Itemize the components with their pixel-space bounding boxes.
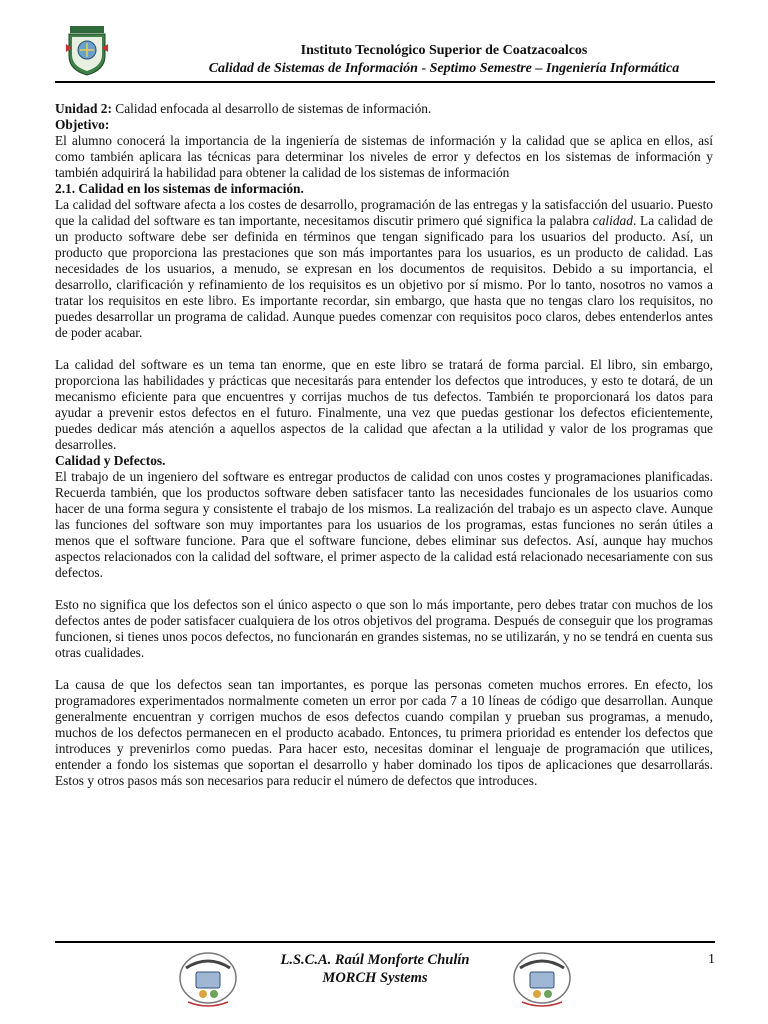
morch-systems-logo-icon	[176, 948, 240, 1012]
unit-label: Unidad 2:	[55, 101, 112, 116]
itesco-logo	[66, 26, 108, 76]
subsection-paragraph-2: Esto no significa que los defectos son el único aspecto o que son lo más importante, pero debes tratar con muchos de los defectos antes de poder satisfacer cualquiera de los otros objetivos del programa. Después de conseguir que los programas funcionen, si tienes unos pocos defectos, no funcionarán en grandes sistemas, no se utilizarán, y no se tendrá en cuenta sus otras cualidades.	[55, 597, 713, 660]
footer-divider	[55, 941, 715, 943]
course-subtitle: Calidad de Sistemas de Información - Septimo Semestre – Ingeniería Informática	[208, 61, 680, 76]
section-paragraph-1	[55, 197, 713, 341]
section-title: 2.1. Calidad en los sistemas de información.	[55, 181, 304, 196]
unit-title	[55, 101, 713, 117]
morch-systems-logo-icon	[510, 948, 574, 1012]
objective-heading: Objetivo:	[55, 117, 110, 132]
section-paragraph-2: La calidad del software es un tema tan enorme, que en este libro se tratará de forma parcial. El libro, sin embargo, proporciona las habilidades y prácticas que necesitarás para entender los defectos que introduces, y esto te dotará, de un mecanismo eficiente para que encuentres y corrijas muchos de tus defectos. También te proporcionará los datos para ayudar a prevenir estos defectos en el futuro. Finalmente, una vez que puedas gestionar los defectos eficientemente, puedes dedicar más atención a aquellos aspectos de la calidad que afectan a la utilidad y valor de los programas que desarrolles.	[55, 357, 713, 452]
footer-company: MORCH Systems	[322, 970, 428, 986]
morch-logo-right	[510, 948, 574, 1012]
morch-logo-left	[176, 948, 240, 1012]
subsection-heading: Calidad y Defectos.	[55, 453, 166, 468]
unit-heading: Calidad enfocada al desarrollo de sistemas de información.	[115, 101, 432, 116]
paragraph-text: . La calidad de un producto software debe ser definida en términos que tengan significado para los usuarios del producto. Así, un producto que proporciona las prestaciones que son más importantes para los usuarios, es un producto de calidad. Las necesidades de los usuarios, a menudo, se expresan en los documentos de requisitos. Debido a su importancia, el desarrollo, clarificación y refinamiento de los requisitos es un objetivo por sí mismo. Por lo tanto, nosotros no vamos a tratar los requisitos en este libro. Es importante recordar, sin embargo, que hasta que no tengas claro los requisitos, no puedes desarrollar un programa de calidad. Aunque puedes comenzar con requisitos poco claros, debes entenderlos antes de poder acabar.	[55, 213, 713, 340]
shield-crest-icon	[66, 26, 108, 76]
subsection-paragraph-1: El trabajo de un ingeniero del software es entregar productos de calidad con unos costes y programaciones planificadas. Recuerda también, que los productos software deben satisfacer tanto las necesidades funcionales de los usuarios como hacer de una forma segura y consistente el trabajo de los mismos. La realización del trabajo es un aspecto clave. Aunque las funciones del software son muy importantes para los usuarios de los programas, estas funciones no serán útiles a menos que el software funcione. Para que el software funcione, debes eliminar sus defectos. Así, aunque hay muchos aspectos relacionados con la calidad del software, el primer aspecto de la calidad está relacionado necesariamente con sus defectos.	[55, 469, 713, 580]
italic-term: calidad	[592, 213, 633, 228]
institution-name: Instituto Tecnológico Superior de Coatzacoalcos	[300, 43, 588, 58]
objective-text: El alumno conocerá la importancia de la ingeniería de sistemas de información y la calidad que se aplica en ellos, así como también aplicara las técnicas para determinar los niveles de error y defectos en los sistemas de información y también adquirirá la habilidad para obtener la calidad de los sistemas de información	[55, 133, 713, 180]
header-divider	[55, 81, 715, 83]
footer-author: L.S.C.A. Raúl Monforte Chulín	[280, 952, 470, 968]
page-number: 1	[708, 952, 715, 967]
page-body	[55, 101, 713, 789]
paragraph-text: La calidad del software afecta a los costes de desarrollo, programación de las entregas y la satisfacción del usuario. Puesto que la calidad del software es tan importante, necesitamos discutir primero qué significa la palabra	[55, 197, 713, 228]
subsection-paragraph-3: La causa de que los defectos sean tan importantes, es porque las personas cometen muchos errores. En efecto, los programadores experimentados normalmente cometen un error por cada 7 a 10 líneas de código que desarrollan. Aunque generalmente encuentran y corrigen muchos de esos defectos cuando compilan y prueban sus programas, a menudo, muchos de los defectos permanecen en el producto acabado. Entonces, tu primera prioridad es entender los defectos que introduces y prevenirlos como puedas. Para hacer esto, necesitas dominar el lenguaje de programación que utilices, entender a fondo los sistemas que soportan el desarrollo y haber dominado los tipos de aplicaciones que desarrollarás. Estos y otros pasos más son necesarios para reducir el número de defectos que introduces.	[55, 677, 713, 788]
